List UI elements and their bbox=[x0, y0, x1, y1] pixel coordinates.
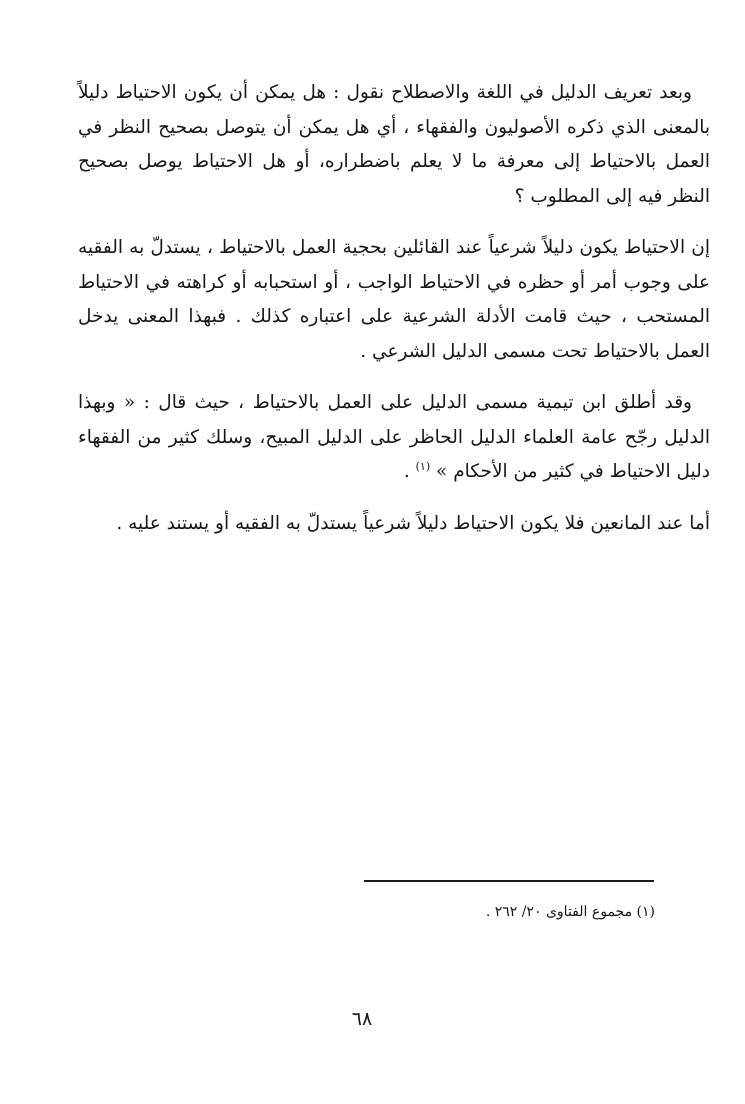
footnote-divider bbox=[364, 880, 654, 882]
paragraph-1-text: وبعد تعريف الدليل في اللغة والاصطلاح نقول : هل يمكن أن يكون الاحتياط دليلاً بالمعنى الذي ذكره الأصوليون والفقهاء ، أي هل يمكن أن يتوصل بصحيح النظر في العمل بالاحتياط إلى معرفة ما لا يعلم باضطراره، أو هل الاحتياط يوصل بصحيح النظر فيه إلى المطلوب ؟ bbox=[78, 82, 710, 207]
paragraph-3-end: . bbox=[403, 461, 416, 482]
paragraph-4-text: أما عند المانعين فلا يكون الاحتياط دليلاً شرعياً يستدلّ به الفقيه أو يستند عليه . bbox=[116, 512, 710, 534]
paragraph-3 bbox=[78, 386, 710, 490]
footnote: (١) مجموع الفتاوى ٢٠/ ٢٦٢ . bbox=[485, 904, 655, 920]
paragraph-2-text: إن الاحتياط يكون دليلاً شرعياً عند القائلين بحجية العمل بالاحتياط ، يستدلّ به الفقيه على وجوب أمر أو حظره في الاحتياط الواجب ، أو استحبابه أو كراهته في الاحتياط المستحب ، حيث قامت الأدلة الشرعية على اعتباره كذلك . فبهذا المعنى يدخل العمل بالاحتياط تحت مسمى الدليل الشرعي . bbox=[78, 237, 710, 362]
paragraph-4 bbox=[78, 507, 710, 542]
paragraph-1 bbox=[78, 76, 710, 214]
main-text bbox=[78, 76, 710, 558]
footnote-reference: (١) bbox=[415, 459, 431, 473]
paragraph-3-text: وقد أطلق ابن تيمية مسمى الدليل على العمل بالاحتياط ، حيث قال : « وبهذا الدليل رجّح عامة العلماء الدليل الحاظر على الدليل المبيح، وسلك كثير من الفقهاء دليل الاحتياط في كثير من الأحكام » bbox=[78, 392, 710, 482]
page-number: ٦٨ bbox=[351, 1008, 373, 1030]
paragraph-2 bbox=[78, 231, 710, 369]
